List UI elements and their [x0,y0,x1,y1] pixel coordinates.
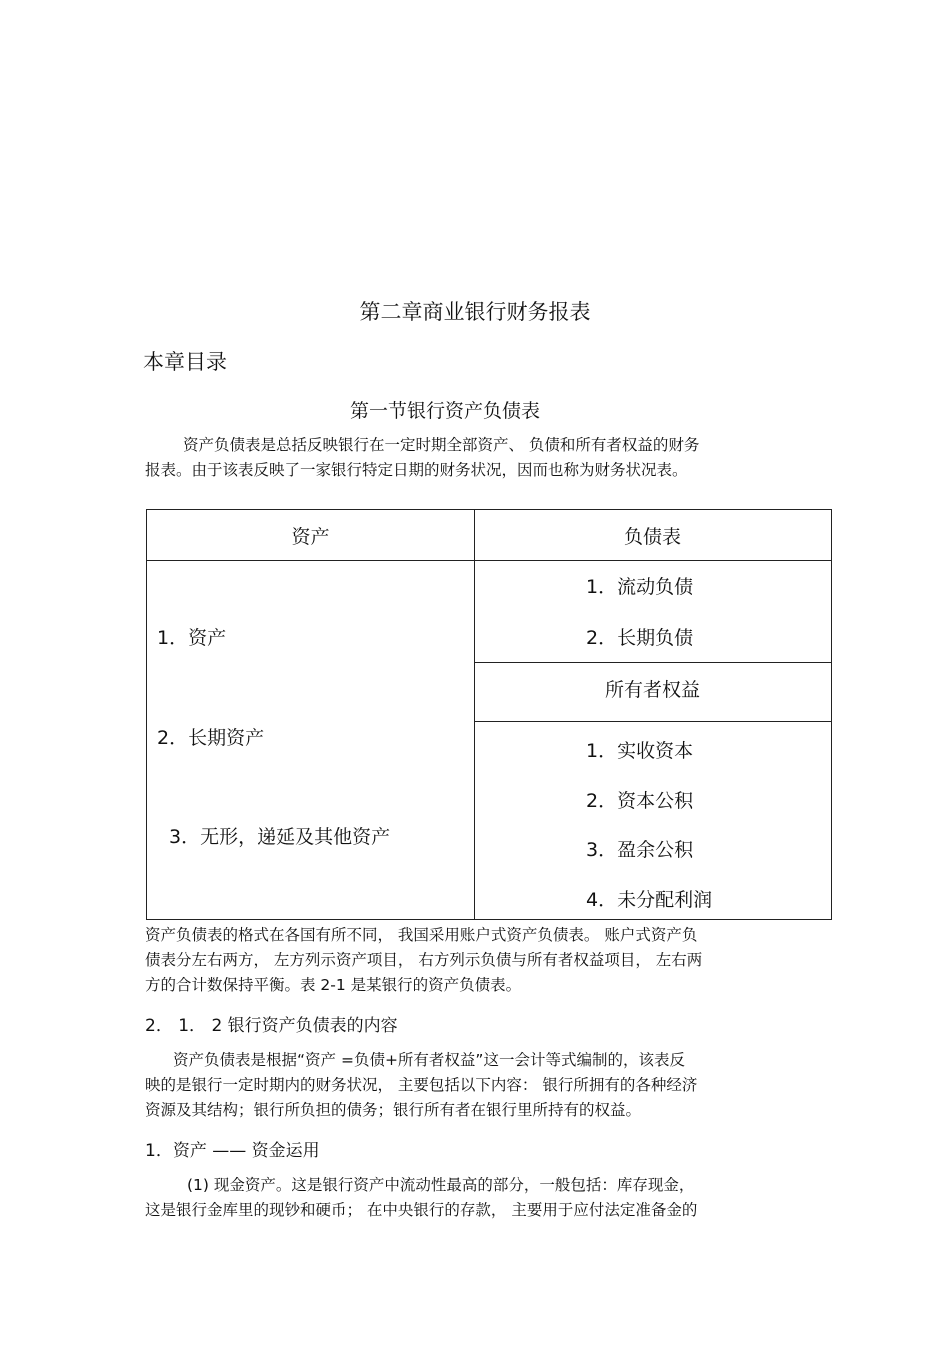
left-item-1: 1．资产 [157,627,227,649]
liability-item-2: 2．长期负债 [586,627,694,649]
left-item-2: 2．长期资产 [157,727,265,749]
after-table-line-3: 方的合计数保持平衡。表 2-1 是某银行的资产负债表。 [145,976,522,994]
equity-item-1: 1．实收资本 [586,740,694,762]
equity-header: 所有者权益 [604,679,700,701]
after-table-line-2: 债表分左右两方， 左方列示资产项目， 右方列示负债与所有者权益项目， 左右两 [145,951,703,969]
table-header-divider [147,560,831,561]
header-liabilities: 负债表 [623,526,681,548]
after-table-line-1: 资产负债表的格式在各国有所不同， 我国采用账户式资产负债表。 账户式资产负 [145,926,698,944]
cash-line-1: (1) 现金资产。这是银行资产中流动性最高的部分，一般包括：库存现金， [187,1176,695,1194]
content-line-3: 资源及其结构；银行所负担的债务；银行所有者在银行里所持有的权益。 [145,1101,642,1119]
content-line-1: 资产负债表是根据“资产 =负债+所有者权益”这一会计等式编制的，该表反 [173,1051,685,1069]
equity-item-4: 4．未分配利润 [586,889,713,911]
liability-item-1: 1．流动负债 [586,576,694,598]
table-divider-vertical [474,510,475,919]
cash-line-2: 这是银行金库里的现钞和硬币； 在中央银行的存款， 主要用于应付法定准备金的 [145,1201,698,1219]
section-title: 第一节银行资产负债表 [349,400,540,422]
toc-heading: 本章目录 [143,350,227,374]
header-assets: 资产 [291,526,330,548]
intro-line-1: 资产负债表是总括反映银行在一定时期全部资产、 负债和所有者权益的财务 [183,436,700,454]
equity-item-2: 2．资本公积 [586,790,694,812]
chapter-title: 第二章商业银行财务报表 [359,300,591,324]
heading-2-1-2: 2． 1． 2 银行资产负债表的内容 [145,1016,398,1036]
table-divider-equity [474,721,831,722]
table-divider-liabilities [474,662,831,663]
heading-assets: 1．资产 —— 资金运用 [145,1141,320,1161]
balance-sheet-table [146,509,832,920]
intro-line-2: 报表。由于该表反映了一家银行特定日期的财务状况，因而也称为财务状况表。 [145,461,688,479]
content-line-2: 映的是银行一定时期内的财务状况， 主要包括以下内容： 银行所拥有的各种经济 [145,1076,698,1094]
equity-item-3: 3．盈余公积 [586,839,694,861]
left-item-3: 3．无形，递延及其他资产 [169,826,391,848]
